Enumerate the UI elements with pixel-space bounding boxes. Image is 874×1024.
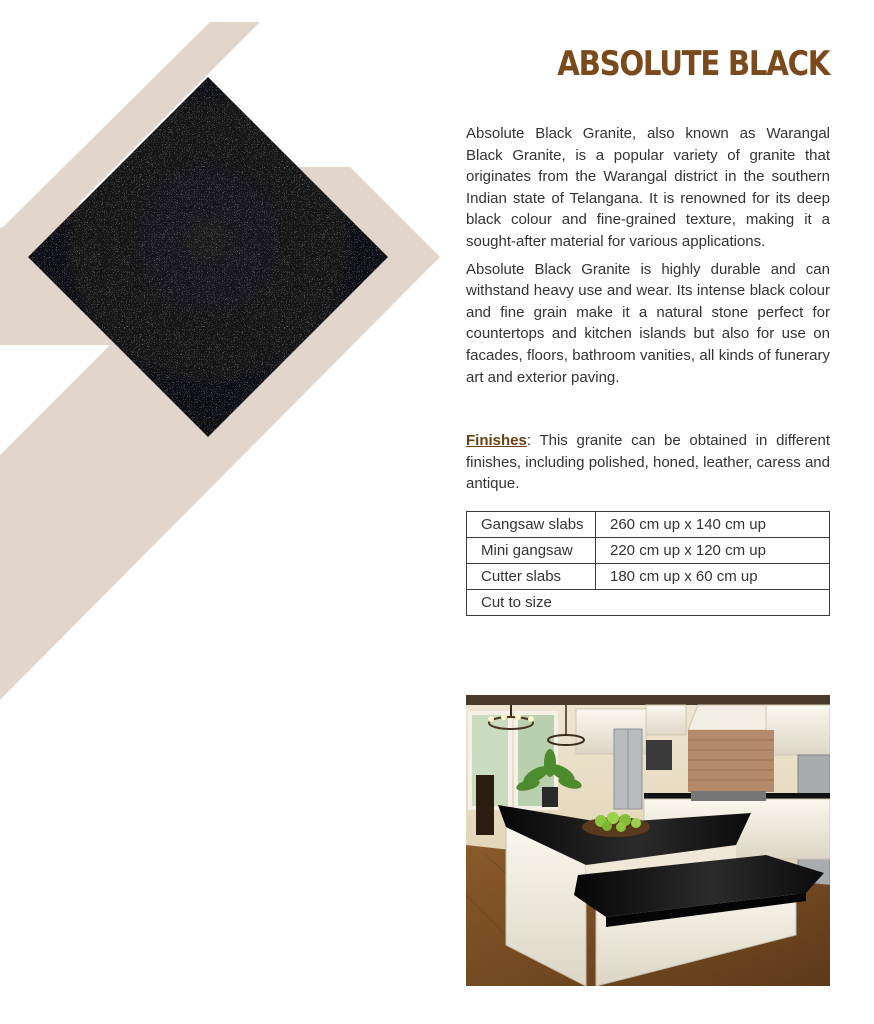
- size-value: 260 cm up x 140 cm up: [596, 511, 830, 537]
- table-row: [467, 563, 830, 589]
- table-row: [467, 537, 830, 563]
- finishes-paragraph: [466, 430, 830, 495]
- size-name: Cutter slabs: [467, 563, 596, 589]
- table-row: [467, 589, 830, 615]
- table-row: [467, 511, 830, 537]
- page-title: ABSOLUTE BLACK: [557, 44, 829, 84]
- size-value: 180 cm up x 60 cm up: [596, 563, 830, 589]
- description-column: [466, 123, 830, 616]
- sizes-table: [466, 511, 830, 616]
- finishes-label: Finishes: [466, 432, 527, 450]
- size-value: 220 cm up x 120 cm up: [596, 537, 830, 563]
- size-name: Gangsaw slabs: [467, 511, 596, 537]
- size-name: Mini gangsaw: [467, 537, 596, 563]
- description-paragraph-1: Absolute Black Granite, also known as Warangal Black Granite, is a popular variety of granite that originates from the Warangal district in the southern Indian state of Telangana. It is renowned for its deep black colour and fine-grained texture, making it a sought-after material for various applications.: [466, 125, 830, 250]
- kitchen-photo: [466, 695, 830, 986]
- description-paragraph-2: Absolute Black Granite is highly durable and can withstand heavy use and wear. Its intense black colour and fine grain make it a natural stone perfect for countertops and kitchen islands but also for use on facades, floors, bathroom vanities, all kinds of funerary art and exterior paving.: [466, 260, 830, 386]
- kitchen-illustration: [466, 695, 830, 986]
- size-name: Cut to size: [467, 589, 830, 615]
- finishes-text: : This granite can be obtained in different finishes, including polished, honed, leather, caress and antique.: [466, 432, 830, 493]
